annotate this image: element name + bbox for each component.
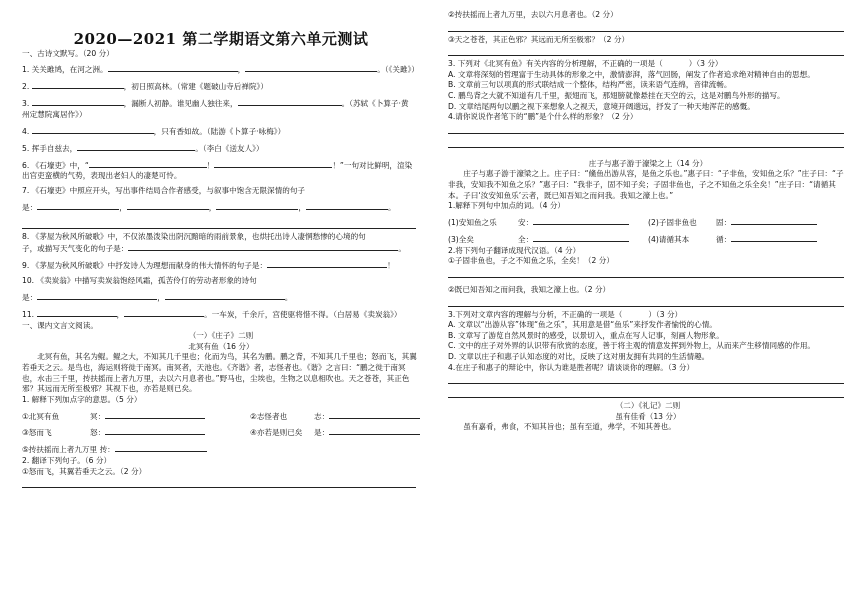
question-1: 1. 关关雎鸠，在河之洲。 ， 。（《关雎》）	[22, 65, 419, 75]
answer-blank[interactable]	[105, 410, 205, 419]
answer-blank[interactable]	[115, 443, 207, 452]
option-a: A. 文章将深刻的哲理富于生动具体的形象之中，激情澎湃，落气回肠，阐发了作者追求绝对精神自由的思想。	[448, 69, 815, 79]
answer-blank[interactable]	[533, 233, 629, 242]
answer-blank[interactable]	[124, 308, 204, 317]
question-4: 4. ，只有香如故。（陆游《卜算子·咏梅》）	[22, 126, 286, 136]
option-d: D. 文章以庄子和惠子认知态度的对比，反映了这对朋友拥有共同的生活情趣。	[448, 351, 710, 361]
page-title: 2020—2021 第二学期语文第六单元测试	[73, 30, 369, 48]
left-column	[22, 0, 420, 491]
option-b: B. 文章写了游览自然风景时的感受，以景切入，重点在写人记事，刻画人物形象。	[448, 330, 724, 340]
answer-blank[interactable]	[214, 159, 332, 168]
answer-line[interactable]	[448, 387, 844, 398]
answer-line[interactable]	[448, 21, 844, 32]
answer-line[interactable]	[448, 137, 844, 148]
answer-blank[interactable]	[731, 233, 817, 242]
passage-text: 庄子与惠子游于濠梁之上。庄子曰：“鯈鱼出游从容，是鱼之乐也。”惠子曰：“子非鱼，安知鱼之乐？”庄子曰：“子非我，安知我不知鱼之乐？”惠子曰：“我非子，固不知子矣；子固非鱼也，子之不知鱼之乐全矣！”庄子曰：“请循其本。子曰‘汝安知鱼乐’云者，既已知吾知之而问我。我知之濠上也。”	[448, 169, 844, 200]
option-b: B. 文章前三句以项真的形式联结成一个整体，结构严密，读来语气连绵，音律流畅。	[448, 80, 732, 90]
answer-blank[interactable]	[245, 63, 377, 72]
question-p2-1: 1.解释下列句中加点的词。（4 分）	[448, 201, 566, 211]
answer-blank[interactable]	[37, 201, 119, 210]
answer-line[interactable]	[448, 123, 844, 134]
passage-subtitle: 北冥有鱼（16 分）	[188, 341, 254, 351]
question-3: 3. ，漏断人初静。谁见幽人独往来， 。（苏轼《卜算子·黄	[22, 99, 409, 109]
question-p2-3: 3.下列对文章内容的理解与分析，不正确的一项是（ ）（3 分）	[448, 309, 683, 319]
section-header: 一、古诗文默写。（20 分）	[22, 48, 114, 58]
question-3-cont: 州定慧院寓居作》）	[22, 109, 87, 119]
answer-blank[interactable]	[32, 80, 124, 89]
question-6-cont: 出官吏蛮横的气势，表现出老妇人的凄楚可怜。	[22, 171, 182, 181]
answer-blank[interactable]	[329, 410, 420, 419]
answer-blank[interactable]	[238, 97, 342, 106]
answer-blank[interactable]	[329, 426, 420, 435]
answer-blank[interactable]	[77, 142, 195, 151]
question-8: 8. 《茅屋为秋风所破歌》中，不仅浓墨泼染出阴沉黯暗的雨前景象，也烘托出诗人凄惘愁惨的心境的句	[22, 231, 366, 241]
question-r3: 3. 下列对《北冥有鱼》有关内容的分析理解，不正确的一项是（ ）（3 分）	[448, 59, 723, 69]
translate-item: ③天之苍苍，其正色邪？其远而无所至极邪？（2 分）	[448, 34, 630, 44]
translate-item: ①子固非鱼也，子之不知鱼之乐，全矣！（2 分）	[448, 256, 614, 266]
answer-blank[interactable]	[216, 201, 298, 210]
question-10: 10. 《卖炭翁》中描写卖炭翁饱经风霜，孤苦伶仃的劳动者形象的诗句	[22, 276, 257, 286]
answer-line[interactable]	[448, 267, 844, 278]
question-6: 6. 《石壕吏》中，“ ！ ！”一句对比鲜明，渲染	[22, 160, 413, 170]
question-7-answers: 是： ， ， ， 。	[22, 202, 396, 212]
answer-blank[interactable]	[128, 242, 398, 251]
answer-line[interactable]	[22, 477, 416, 488]
translate-item: ②抟扶摇而上者九万里，去以六月息者也。（2 分）	[448, 10, 618, 19]
answer-blank[interactable]	[165, 291, 285, 300]
option-a: A. 文章以“出游从容”体现“鱼之乐”，其用意是借“鱼乐”来抒发作者愉悦的心情。	[448, 320, 717, 330]
vocab-row: (1)安知鱼之乐 安： (2)子固非鱼也 固：	[448, 216, 848, 229]
question-9: 9. 《茅屋为秋风所破歌》中抒发诗人为理想而献身的伟大情怀的句子是： ！	[22, 261, 395, 271]
passage-subtitle: 虽有佳肴（13 分）	[615, 411, 681, 421]
answer-blank[interactable]	[37, 308, 117, 317]
passage-title: （一）《庄子》二则	[188, 331, 254, 341]
option-c: C. 鹏鸟背之大就不知道有几千里，振翅而飞，那翅膀就像悬挂在天空的云，这是对鹏鸟外形的描写。	[448, 90, 785, 100]
answer-line[interactable]	[22, 218, 416, 229]
answer-blank[interactable]	[108, 63, 238, 72]
passage-title: （二）《礼记》二则	[615, 401, 681, 411]
passage-title: 庄子与惠子游于濠梁之上（14 分）	[588, 158, 708, 168]
question-r4: 4.请你说说作者笔下的“鹏”是个什么样的形象？（2 分）	[448, 112, 638, 122]
question-5: 5. 挥手自兹去， 。（李白《送友人》）	[22, 143, 264, 153]
vocab-row: ③怒而飞 怒： ④亦若是则已矣 是：	[22, 426, 420, 439]
question-11: 11. ， 。一车炭，千余斤，宫使驱将惜不得。（白居易《卖炭翁》）	[22, 309, 402, 319]
vocab-row: (3)全矣 全： (4)请循其本 循：	[448, 233, 848, 246]
question-p2-2: 2.将下列句子翻译成现代汉语。（4 分）	[448, 245, 581, 255]
passage-text: 虽有嘉肴，弗食，不知其旨也；虽有至道，弗学，不知其善也。	[463, 422, 676, 432]
answer-line[interactable]	[448, 296, 844, 307]
answer-blank[interactable]	[32, 97, 124, 106]
passage-text: 北冥有鱼，其名为鲲。鲲之大，不知其几千里也；化而为鸟，其名为鹏。鹏之背，不知其几千里也；怒而飞，其翼若垂天之云。是鸟也，海运则将徙于南冥。南冥者，天池也。《齐谐》者，志怪者也。《谐》之言曰：“鹏之徙于南冥也，水击三千里，抟扶摇而上者九万里，去以六月息者也。”野马也，尘埃也，生物之以息相吹也。天之苍苍，其正色邪？其远而无所至极邪？其视下也，亦若是则已矣。	[22, 352, 417, 394]
translate-item: ①怒而飞，其翼若垂天之云。（2 分）	[22, 466, 147, 476]
answer-blank[interactable]	[105, 426, 205, 435]
question-2: 2. ，初日照高林。（常建《题破山寺后禅院》）	[22, 82, 268, 92]
translate-item: ②既已知吾知之而问我，我知之濠上也。（2 分）	[448, 284, 611, 294]
question-7: 7. 《石壕吏》中照应开头，写出事件结局合作者感受，与叙事中饱含无限深情的句子	[22, 186, 306, 196]
answer-blank[interactable]	[32, 125, 154, 134]
question-8-cont: 子，或描写天气变化的句子是： 。	[22, 244, 406, 254]
answer-line[interactable]	[448, 45, 844, 56]
answer-blank[interactable]	[127, 201, 209, 210]
right-column	[448, 0, 848, 433]
section-header: 一、课内文言文阅读。	[22, 320, 98, 330]
question-10-answers: 是： ， 。	[22, 293, 293, 303]
answer-blank[interactable]	[533, 216, 629, 225]
question-p2-4: 4.在庄子和惠子的辩论中，你认为谁是胜者呢？请谈谈你的理解。（3 分）	[448, 362, 695, 372]
answer-blank[interactable]	[37, 291, 157, 300]
vocab-row: ⑤抟扶摇而上者九万里 抟：	[22, 443, 420, 456]
option-c: C. 文中的庄子对外界的认识带有欣赏的态度，善于将主观的情意发挥到外物上，从而来产生移情同感的作用。	[448, 341, 816, 351]
answer-blank[interactable]	[731, 216, 817, 225]
vocab-row: ①北冥有鱼 冥： ②志怪者也 志：	[22, 410, 420, 423]
answer-blank[interactable]	[267, 259, 387, 268]
answer-line[interactable]	[448, 373, 844, 384]
option-d: D. 文章结尾两句以鹏之视下来想象人之视天，意境开阔邈远，抒发了一种天地浑茫的感慨。	[448, 101, 755, 111]
answer-blank[interactable]	[89, 159, 207, 168]
question-p1-2: 2. 翻译下列句子。（6 分）	[22, 455, 112, 465]
question-p1-1: 1. 解释下列加点字的意思。（5 分）	[22, 394, 142, 404]
answer-blank[interactable]	[306, 201, 388, 210]
